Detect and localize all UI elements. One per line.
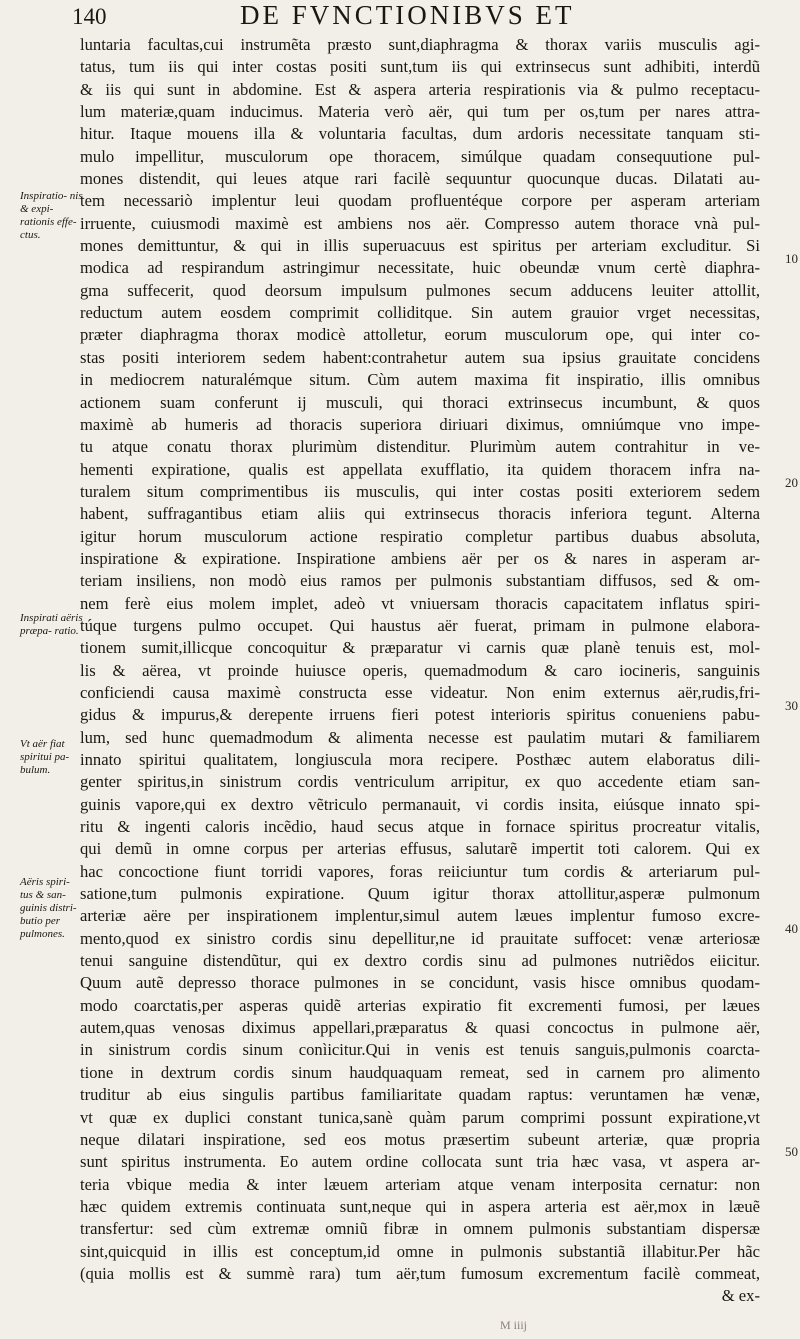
text-line: lum materiæ,quam inducimus. Materia verò aër, qui tum per os,tum per nares attra- xyxy=(80,102,760,122)
text-line: in sinistrum cordis sinum conìicitur.Qui in venis est tenuis sanguis,pulmonis coarcta- xyxy=(80,1040,760,1060)
line-number: 10 xyxy=(785,251,798,266)
text-line: genter spiritus,in sinistrum cordis ventriculum arripitur, ex quo accedente etiam san- xyxy=(80,772,760,792)
text-line: tenui sanguine distendũtur, qui ex dextro cordis sinu ad pulmones nutriẽdos eiicitur. xyxy=(80,951,760,971)
text-line: hementi expiratione, qualis est appellata exufflatio, ita quidem thoracem infra na- xyxy=(80,459,760,479)
text-line: maximè ab humeris ad thoracis superiora diriuari diximus, omniúmque vno impe- xyxy=(80,414,760,434)
margin-note: Vt aër fiat spiritui pa- bulum. xyxy=(20,738,70,776)
text-line: mento,quod ex sinistro cordis sinu depellitur,ne id prauitate suffocet: venæ arteriosæ xyxy=(80,928,760,948)
text-line: túque turgens pulmo occupet. Qui haustus aër fuerat, primam in pulmone elabora- xyxy=(80,615,760,635)
line-number: 50 xyxy=(785,1144,798,1159)
margin-note: Aëris spiri- tus & san- guinis distri- butio per pulmones. xyxy=(20,876,77,940)
text-line: innato spiritui qualitatem, longiuscula mora recipere. Posthæc autem elaboratus dili- xyxy=(80,750,760,769)
text-line: teria vbique media & inter læuem arteriam atque venam interposita cernatur: non xyxy=(80,1174,760,1194)
text-line: satione,tum pulmonis expiratione. Quum igitur thorax attollitur,asperæ pulmonum xyxy=(80,884,760,904)
signature-mark: M iiij xyxy=(500,1318,528,1332)
text-line: modo coarctatis,per asperas quidẽ arterias expiratio fit excrementi fumosi, per læues xyxy=(80,995,760,1015)
text-line: hitur. Itaque mouens illa & voluntaria facultas, dum ardoris necessitate tanquam sti- xyxy=(80,124,760,144)
text-line: tu atque conatu thorax plurimùm distenditur. Plurimùm autem contrahitur in ve- xyxy=(80,437,760,457)
text-line: actionem suam conferunt ij musculi, qui thoraci extrinsecus incumbunt, & quos xyxy=(80,392,760,412)
text-line: igitur horum musculorum actione respiratio completur partibus duabus absoluta, xyxy=(80,526,760,546)
text-line: tionem sumit,illicque concoquitur & præparatur vi carnis quæ planè tenuis est, mol- xyxy=(80,638,760,658)
text-line: in mediocrem naturalémque situm. Cùm autem maxima fit inspiratio, illis omnibus xyxy=(80,370,760,390)
text-line: qui demũ in omne corpus per arterias effusus, salutarẽ impertit toti calorem. Qui ex xyxy=(80,839,760,859)
text-line: irruente, cuiusmodi maximè est ambiens nos aër. Compresso autem thorace vnà pul- xyxy=(80,213,760,233)
text-line: nem ferè eius molem implet, adeò vt vniuersam thoracis capacitatem inflatus spiri- xyxy=(80,593,760,613)
line-number: 30 xyxy=(785,698,798,713)
text-line: mulo impellitur, musculorum ope thoracem, simúlque quadam consequutione pul- xyxy=(80,146,760,166)
text-line: inspiratione & expiratione. Inspiratione ambiens aër per os & nares in asperam ar- xyxy=(80,548,760,568)
text-line: guinis vapore,qui ex dextro vẽtriculo permanauit, vi cordis insita, eiúsque innato spi- xyxy=(80,794,760,814)
text-line: hæc quidem extremis continuata sunt,neque qui in aspera arteria est aër,mox in læuẽ xyxy=(80,1196,760,1216)
margin-note: Inspiratio- nis & expi- rationis effe- ctus. xyxy=(20,190,83,241)
text-line: modica ad respirandum astringimur necessitate, huic obeundæ vnum certè diaphra- xyxy=(80,258,760,278)
margin-note: Inspirati aëris præpa- ratio. xyxy=(20,612,83,637)
line-number: 40 xyxy=(785,921,798,936)
text-line: turalem situm comprimentibus iis musculis, qui inter costas positi exteriorem sedem xyxy=(80,481,760,501)
page-number: 140 xyxy=(72,4,107,29)
text-line: præter diaphragma thorax modicè attolletur, eorum musculorum ope, qui inter co- xyxy=(80,325,760,345)
text-line: lis & aërea, vt proinde huiusce operis, quemadmodum & caro iocineris, sanguinis xyxy=(80,660,760,680)
text-line: vt quæ ex duplici constant tunica,sanè quàm parum comprimi possunt expiratione,vt xyxy=(80,1107,760,1127)
text-line: tione in dextrum cordis sinum haudquaquam remeat, sed in carnem pro alimento xyxy=(80,1062,760,1082)
text-line: arteriæ aëre per inspirationem implentur,simul autem læues implentur fumoso excre- xyxy=(80,906,760,926)
text-line: mones distendit, qui leues atque rari facilè sequuntur quocunque ducas. Dilatati au- xyxy=(80,169,760,189)
text-line: transfertur: sed cùm extremæ omniũ fibræ in omnem pulmonis substantiam dispersæ xyxy=(80,1219,760,1239)
text-line: teriam insiliens, non modò eius ramos per pulmonis substantiam diffusos, sed & om- xyxy=(80,571,760,591)
main-text xyxy=(80,34,760,1308)
text-line: tatus, tum iis qui inter costas positi sunt,tum iis qui extrinsecus sunt adhibiti, interdũ xyxy=(80,57,760,77)
line-number: 20 xyxy=(785,475,798,490)
text-line: tem necessariò implentur leui quodam profluentéque corpore per asperam arteriam xyxy=(80,191,760,211)
catchword: & ex- xyxy=(721,1286,760,1306)
text-line: & iis qui sunt in abdomine. Est & aspera arteria respirationis via & pulmo receptacu- xyxy=(80,79,760,99)
text-line: mones demittuntur, & qui in illis superuacuus est spiritus per arteriam excluditur. Si xyxy=(80,236,760,256)
text-line: hac concoctione fiunt torridi vapores, foras reiiciuntur tum cordis & arteriarum pul- xyxy=(80,861,760,881)
text-line: gma suffecerit, quod deorsum impulsum pulmones secum adducens leuiter attollit, xyxy=(80,280,760,300)
text-line: (quia mollis est & summè rara) tum aër,tum fumosum excrementum facilè commeat, xyxy=(80,1263,760,1283)
text-line: ritu & ingenti caloris incẽdio, haud secus atque in fornace spiritus procreatur vitalis, xyxy=(80,817,760,837)
text-line: sint,quicquid in illis est conceptum,id omne in pulmonis substantiã illabitur.Per hãc xyxy=(80,1241,760,1261)
text-line: Quum autẽ depresso thorace pulmones in se concidunt, vasis hisce omnibus quodam- xyxy=(80,973,760,993)
text-line: gidus & impurus,& derepente irruens fieri potest interioris spiritus conueniens pabu- xyxy=(80,705,760,725)
text-line: habent, suffragantibus etiam aliis qui extrinsecus thoracis inferiora tegunt. Alterna xyxy=(80,504,760,524)
text-line: stas positi interiorem sedem habent:contrahetur autem sua ipsius grauitate concidens xyxy=(80,347,760,367)
text-line: lum, sed hunc quemadmodum & alimenta necesse est paulatim mutari & familiarem xyxy=(80,727,760,747)
text-line: neque dilatari inspiratione, sed eos motus præsertim subeunt arteriæ, quæ propria xyxy=(80,1129,760,1149)
text-line: reductum autem eosdem comprimit colliditque. Sin autem grauior vrget necessitas, xyxy=(80,303,760,323)
text-line: sunt spiritus instrumenta. Eo autem ordine collocata sunt tria hæc vasa, vt aspera ar- xyxy=(80,1152,760,1172)
text-line: autem,quas venosas diximus appellari,præparatus & quasi concoctus in pulmone aër, xyxy=(80,1018,760,1038)
text-line: luntaria facultas,cui instrumẽta præsto sunt,diaphragma & thorax variis musculis agi- xyxy=(80,35,760,54)
running-head: DE FVNCTIONIBVS ET xyxy=(240,0,575,30)
text-line: conficiendi causa maximè constructa esse videatur. Non enim externus aër,rudis,fri- xyxy=(80,682,760,702)
text-line: truditur ab eius singulis partibus familiaritate quadam raptus: veruntamen hæ venæ, xyxy=(80,1085,760,1105)
